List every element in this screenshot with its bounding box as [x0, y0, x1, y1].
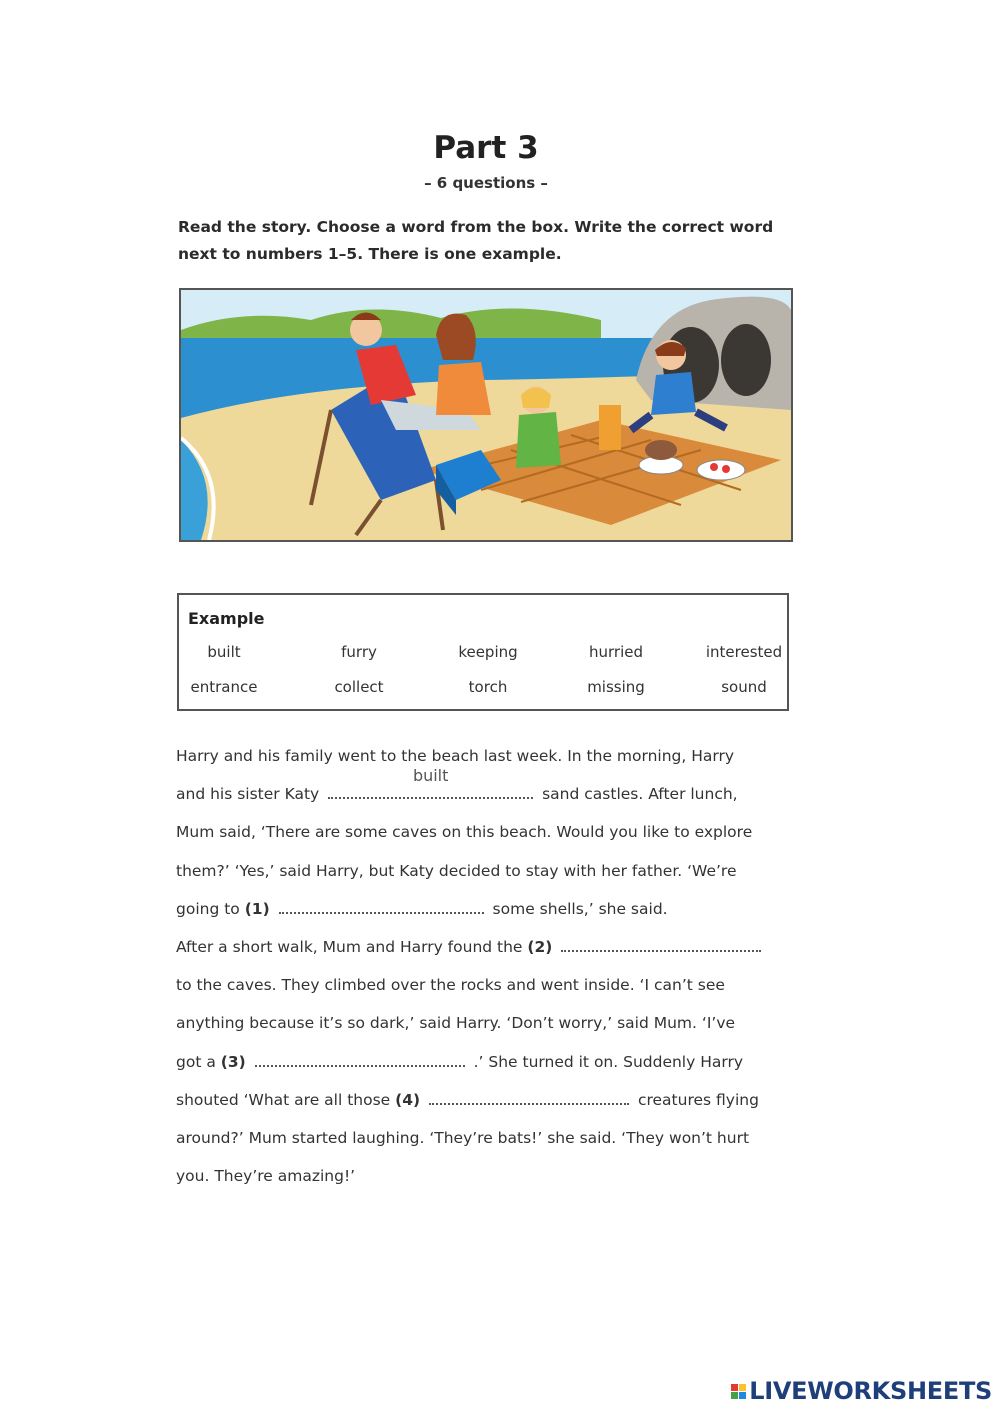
story-line: you. They’re amazing!’ [176, 1167, 356, 1186]
page-title: Part 3 [433, 130, 539, 166]
story-line: them?’ ‘Yes,’ said Harry, but Katy decided to stay with her father. ‘We’re [176, 861, 737, 880]
story-line [176, 928, 796, 966]
story-line: Harry and his family went to the beach last week. In the morning, Harry [176, 747, 735, 765]
beach-picnic-illustration [179, 288, 793, 542]
liveworksheets-logo [731, 1375, 992, 1407]
word-option: built [207, 643, 241, 661]
story-line: to the caves. They climbed over the rocks and went inside. ‘I can’t see [176, 976, 725, 995]
word-option: entrance [190, 678, 258, 696]
story-fragment: going to [176, 899, 240, 918]
question-number-1: (1) [244, 899, 270, 918]
word-option: furry [341, 643, 377, 661]
answer-gap-1[interactable] [279, 894, 484, 914]
story-fragment: creatures flying [637, 1090, 759, 1109]
story-line [176, 1043, 796, 1081]
story-fragment: .’ She turned it on. Suddenly Harry [473, 1052, 744, 1071]
example-answer-gap [328, 765, 533, 799]
word-option: keeping [458, 643, 518, 661]
story-line [176, 1081, 796, 1119]
word-box [177, 593, 789, 711]
liveworksheets-logo-icon [731, 1384, 746, 1399]
answer-gap-3[interactable] [255, 1047, 465, 1067]
story-line [176, 890, 796, 928]
answer-gap-4[interactable] [429, 1085, 629, 1105]
story-line [176, 765, 796, 813]
story-fragment: After a short walk, Mum and Harry found the [176, 937, 523, 956]
story-fragment: and his sister Katy [176, 785, 320, 804]
logo-text: LIVEWORKSHEETS [749, 1377, 992, 1405]
word-option: sound [721, 678, 767, 696]
story-line: around?’ Mum started laughing. ‘They’re bats!’ she said. ‘They won’t hurt [176, 1128, 750, 1147]
word-option: interested [705, 643, 783, 661]
story-fragment: sand castles. After lunch, [542, 785, 738, 804]
story-line: anything because it’s so dark,’ said Harry. ‘Don’t worry,’ said Mum. ‘I’ve [176, 1014, 736, 1033]
instructions: Read the story. Choose a word from the box. Write the correct word next to numbers 1–5. There is one example. [178, 218, 774, 263]
story-fragment: got a [176, 1052, 216, 1071]
question-number-2: (2) [527, 937, 553, 956]
example-label: Example [188, 609, 265, 628]
word-option: collect [334, 678, 384, 696]
story-fragment: shouted ‘What are all those [176, 1090, 391, 1109]
word-option: missing [587, 678, 645, 696]
question-number-4: (4) [395, 1090, 421, 1109]
word-option: hurried [588, 643, 643, 661]
example-answer: built [412, 765, 449, 785]
story-fragment: some shells,’ she said. [492, 899, 668, 918]
question-number-3: (3) [220, 1052, 246, 1071]
story-line: Mum said, ‘There are some caves on this beach. Would you like to explore [176, 823, 753, 842]
question-count: – 6 questions – [424, 174, 548, 192]
story-text [176, 737, 796, 1195]
word-option: torch [468, 678, 508, 696]
answer-gap-2[interactable] [561, 932, 761, 952]
